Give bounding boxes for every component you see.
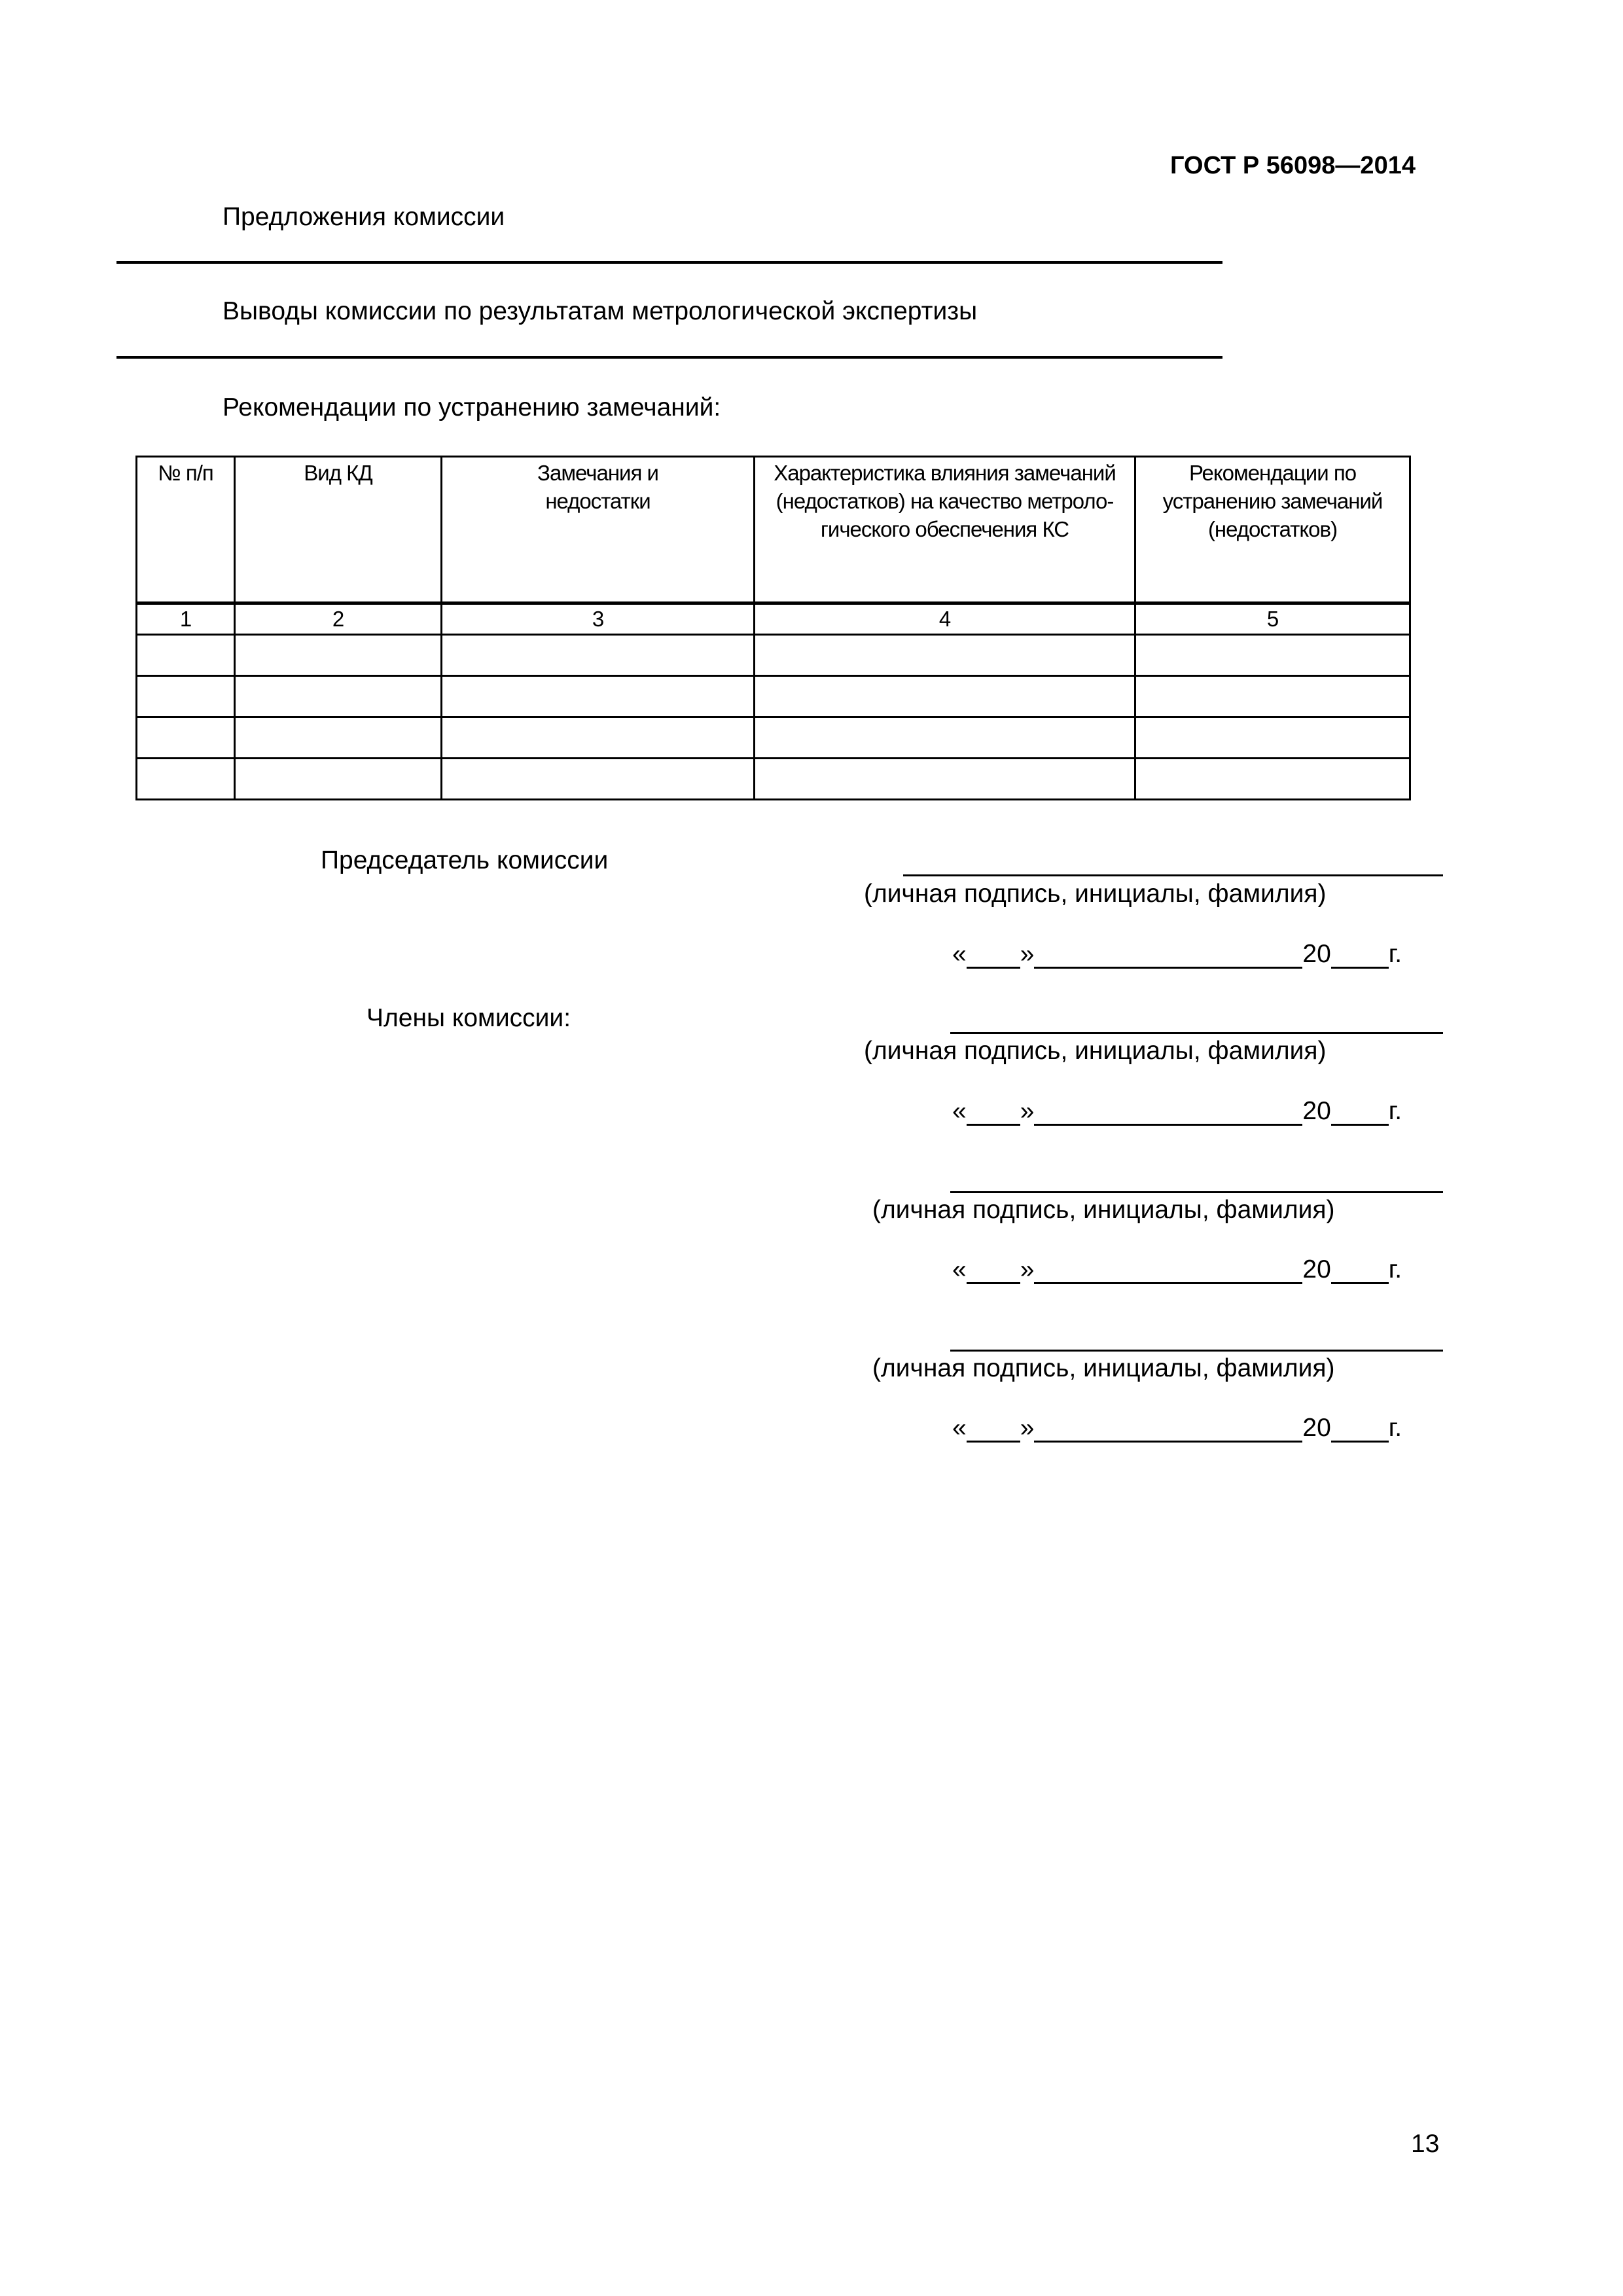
header-cell-remarks: Замечания и недостатки [442, 457, 755, 603]
table-number-row [137, 603, 1410, 635]
year-prefix: 20 [1302, 1097, 1331, 1125]
chairman-date [952, 940, 1402, 969]
table-row [137, 717, 1410, 759]
table-cell[interactable] [755, 635, 1135, 676]
header-cell-impact: Характеристика влияния замечаний (недостатков) на качество метроло-гического обеспечения КС [755, 457, 1135, 603]
day-blank[interactable] [967, 1414, 1020, 1443]
conclusions-rule [116, 356, 1222, 359]
member-date [952, 1414, 1402, 1443]
year-blank[interactable] [1331, 1098, 1389, 1126]
member-signature-caption: (личная подпись, инициалы, фамилия) [864, 1037, 1327, 1065]
year-prefix: 20 [1302, 1414, 1331, 1442]
table-cell[interactable] [1135, 635, 1410, 676]
close-quote: » [1020, 1255, 1035, 1283]
header-cell-kd-type: Вид КД [235, 457, 442, 603]
year-blank[interactable] [1331, 1256, 1389, 1284]
year-suffix: г. [1388, 1097, 1402, 1125]
number-cell: 5 [1135, 603, 1410, 635]
table-cell[interactable] [442, 759, 755, 800]
recommendations-label: Рекомендации по устранению замечаний: [223, 393, 721, 422]
table-cell[interactable] [137, 635, 235, 676]
year-blank[interactable] [1331, 1414, 1389, 1443]
table-cell[interactable] [137, 759, 235, 800]
number-cell: 4 [755, 603, 1135, 635]
member-signature-caption: (личная подпись, инициалы, фамилия) [872, 1196, 1335, 1224]
table-cell[interactable] [442, 676, 755, 717]
proposals-rule [116, 261, 1222, 264]
table-cell[interactable] [235, 717, 442, 759]
table-cell[interactable] [235, 676, 442, 717]
members-label: Члены комиссии: [366, 1004, 571, 1032]
member-signature-caption: (личная подпись, инициалы, фамилия) [872, 1354, 1335, 1382]
header-cell-number: № п/п [137, 457, 235, 603]
page-number: 13 [1411, 2130, 1440, 2158]
day-blank[interactable] [967, 1098, 1020, 1126]
member-date [952, 1255, 1402, 1284]
table-cell[interactable] [442, 717, 755, 759]
conclusions-label: Выводы комиссии по результатам метрологической экспертизы [223, 297, 978, 325]
day-blank[interactable] [967, 941, 1020, 969]
table-cell[interactable] [137, 717, 235, 759]
month-blank[interactable] [1034, 941, 1302, 969]
close-quote: » [1020, 940, 1035, 968]
document-code: ГОСТ Р 56098—2014 [1170, 152, 1416, 179]
member-date [952, 1097, 1402, 1126]
open-quote: « [952, 1414, 967, 1442]
open-quote: « [952, 940, 967, 968]
table-cell[interactable] [137, 676, 235, 717]
table-cell[interactable] [1135, 676, 1410, 717]
member-signature-line[interactable] [950, 1032, 1443, 1034]
chairman-signature-caption: (личная подпись, инициалы, фамилия) [864, 880, 1327, 908]
recommendations-table [135, 456, 1411, 800]
number-cell: 3 [442, 603, 755, 635]
table-header-row [137, 457, 1410, 603]
month-blank[interactable] [1034, 1098, 1302, 1126]
chairman-label: Председатель комиссии [321, 846, 609, 874]
proposals-label: Предложения комиссии [223, 203, 505, 231]
member-signature-line[interactable] [950, 1191, 1443, 1193]
close-quote: » [1020, 1414, 1035, 1442]
table-cell[interactable] [1135, 759, 1410, 800]
table-cell[interactable] [235, 635, 442, 676]
year-prefix: 20 [1302, 1255, 1331, 1283]
table-row [137, 635, 1410, 676]
chairman-signature-line[interactable] [903, 874, 1443, 876]
month-blank[interactable] [1034, 1256, 1302, 1284]
table-cell[interactable] [755, 676, 1135, 717]
year-suffix: г. [1388, 1414, 1402, 1442]
close-quote: » [1020, 1097, 1035, 1125]
member-signature-line[interactable] [950, 1350, 1443, 1352]
day-blank[interactable] [967, 1256, 1020, 1284]
table-cell[interactable] [755, 759, 1135, 800]
year-suffix: г. [1388, 1255, 1402, 1283]
open-quote: « [952, 1097, 967, 1125]
table-row [137, 759, 1410, 800]
year-suffix: г. [1388, 940, 1402, 968]
year-blank[interactable] [1331, 941, 1389, 969]
table-cell[interactable] [235, 759, 442, 800]
table-row [137, 676, 1410, 717]
table-cell[interactable] [755, 717, 1135, 759]
open-quote: « [952, 1255, 967, 1283]
year-prefix: 20 [1302, 940, 1331, 968]
table-cell[interactable] [1135, 717, 1410, 759]
month-blank[interactable] [1034, 1414, 1302, 1443]
header-cell-recommendations: Рекомендации по устранению замечаний (недостатков) [1135, 457, 1410, 603]
number-cell: 1 [137, 603, 235, 635]
table-cell[interactable] [442, 635, 755, 676]
number-cell: 2 [235, 603, 442, 635]
